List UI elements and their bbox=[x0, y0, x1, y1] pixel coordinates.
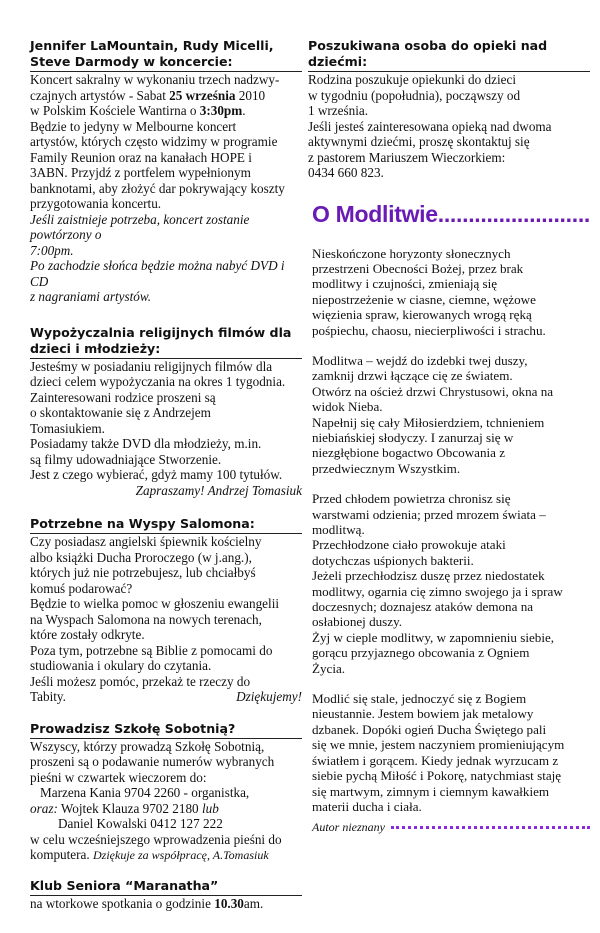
caretaker-section bbox=[308, 38, 590, 181]
left-column bbox=[30, 38, 302, 933]
prayer-title: O Modlitwie......................... bbox=[312, 200, 591, 227]
films-section bbox=[30, 325, 302, 499]
contact-wojtek-text: Wojtek Klauza 9702 2180 bbox=[57, 800, 202, 816]
solomon-heading: Potrzebne na Wyspy Salomona: bbox=[30, 516, 302, 534]
prayer-author: Autor nieznany bbox=[312, 820, 385, 835]
prayer-paragraph-4: Modlić się stale, jednoczyć się z Bogiem nieustannie. Jestem bowiem jak metalowy dzbanek. Dopóki ogień Ducha Świętego pali się we mnie, jestem naczyniem promieniującym światłem i gorącem. Kiedy jednak wyrzucam z siebie pychą Miłość i Pokorę, natychmiast staję się martwym, zimnym i ciemnym kawałkiem materii ducha i ciała. bbox=[312, 691, 565, 814]
sabbath-section bbox=[30, 721, 302, 864]
concert-heading: Jennifer LaMountain, Rudy Micelli, Steve Darmody w koncercie: bbox=[30, 38, 302, 72]
dotted-divider bbox=[391, 826, 590, 829]
caretaker-body: Rodzina poszukuje opiekunki do dzieci w tygodniu (popołudnia), począwszy od 1 września. Jeśli jesteś zainteresowana opieką nad dwoma aktywnymi dziećmi, proszę skontaktuj się z pastorem Mariuszem Wieczorkiem: 0434 660 823. bbox=[308, 72, 552, 180]
club-heading: Klub Seniora “Maranatha” bbox=[30, 878, 302, 896]
concert-body bbox=[30, 72, 302, 212]
concert-section bbox=[30, 38, 302, 305]
solomon-last-line bbox=[30, 689, 302, 705]
club-section bbox=[30, 878, 302, 912]
sabbath-thanks: Dziękuje za współpracę, A.Tomasiuk bbox=[93, 848, 269, 862]
contact-prefix: oraz: bbox=[30, 800, 58, 816]
concert-text-3: . Będzie to jedyny w Melbourne koncert artystów, których często widzimy w programie Family Reunion oraz na kanałach HOPE i 3ABN. Przyjdź z portfelem wypełnionym banknotami, aby złożyć dar pokrywający koszty przygotowania koncertu. bbox=[30, 103, 285, 211]
author-line bbox=[312, 820, 590, 835]
club-am: am. bbox=[243, 895, 264, 911]
films-heading: Wypożyczalnia religijnych filmów dla dzieci i młodzieży: bbox=[30, 325, 302, 359]
films-signature: Zapraszamy! Andrzej Tomasiuk bbox=[135, 482, 302, 498]
contact-daniel-text: Daniel Kowalski 0412 127 222 bbox=[58, 816, 223, 831]
concert-date: 25 września bbox=[169, 87, 236, 103]
sabbath-tail bbox=[30, 832, 302, 864]
club-time: 10.30 bbox=[214, 895, 244, 911]
contact-organist bbox=[30, 785, 302, 801]
contact-wojtek bbox=[30, 801, 302, 817]
sabbath-body: Wszyscy, którzy prowadzą Szkołę Sobotnią, proszeni są o podawanie numerów wybranych pieśni w czwartek wieczorem do: bbox=[30, 738, 275, 785]
contact-organist-text: Marzena Kania 9704 2260 - organistka, bbox=[40, 785, 250, 800]
prayer-paragraph-2: Modlitwa – wejdź do izdebki twej duszy, zamknij drzwi łączące cię ze światem. Otwórz na oścież drzwi Chrystusowi, okna na widok Nieba. Napełnij się cały Miłosierdziem, tchnieniem niebiańskiej słodyczy. I zanurzaj się w niezgłębione bogactwo Obcowania z przedwiecznym Wszystkim. bbox=[312, 352, 554, 476]
prayer-paragraph-1: Nieskończone horyzonty słonecznych przestrzeni Obecności Bożej, przez brak modlitwy i czujności, zmieniają się niepostrzeżenie w ciasne, ciemne, wężowe więzienia spraw, kierowanych wrogą ręką pośpiechu, chaosu, niecierpliwości i strachu. bbox=[312, 245, 546, 338]
concert-time: 3:30pm bbox=[199, 103, 243, 118]
films-body: Jesteśmy w posiadaniu religijnych filmów dla dzieci celem wypożyczania na okres 1 tygodnia. Zainteresowani rodzice proszeni są o skontaktowanie się z Andrzejem Tomasiukiem. Posiadamy także DVD dla młodzieży, m.in. są filmy udowadniające Stworzenie. Jest z czego wybierać, gdyż mamy 100 tytułów. bbox=[30, 358, 286, 482]
contact-daniel bbox=[30, 816, 302, 832]
club-text: na wtorkowe spotkania o godzinie bbox=[30, 895, 215, 911]
solomon-tabity: Tabity. bbox=[30, 689, 66, 704]
concert-text-2: 2010 w Polskim Kościele Wantirna o bbox=[30, 87, 266, 118]
sabbath-tail-text: w celu wcześniejszego wprowadzenia pieśni do komputera. bbox=[30, 831, 282, 862]
sabbath-heading: Prowadzisz Szkołę Sobotnią? bbox=[30, 721, 302, 739]
solomon-thanks: Dziękujemy! bbox=[236, 689, 302, 704]
concert-note: Jeśli zaistnieje potrzeba, koncert zostanie powtórzony o 7:00pm. Po zachodzie słońca będzie można nabyć DVD i CD z nagraniami artystów. bbox=[30, 211, 285, 304]
right-column bbox=[308, 38, 590, 835]
caretaker-heading: Poszukiwana osoba do opieki nad dziećmi: bbox=[308, 38, 590, 72]
sabbath-contacts bbox=[30, 785, 302, 832]
contact-or: lub bbox=[201, 800, 219, 816]
prayer-paragraph-3: Przed chłodem powietrza chronisz się warstwami odzienia; przed mrozem świata – modlitwą. Przechłodzone ciało prowokuje ataki dotychczas uśpionych bakterii. Jeżeli przechłodzisz duszę przez niedostatek modlitwy, ogarnia cię zimno swojego ja i spraw doczesnych; doznajesz ataków demona na osłabionej duszy. Żyj w cieple modlitwy, w zapomnieniu siebie, gorącu przyjaznego obcowania z Ogniem Życia. bbox=[312, 491, 563, 676]
solomon-body: Czy posiadasz angielski śpiewnik kościelny albo książki Ducha Proroczego (w j.ang.), których już nie potrzebujesz, lub chciałbyś komuś podarować? Będzie to wielka pomoc w głoszeniu ewangelii na Wyspach Salomona na nowych terenach, które zostały odkryte. Poza tym, potrzebne są Biblie z pomocami do studiowania i okulary do czytania. Jeśli możesz pomóc, przekaż te rzeczy do bbox=[30, 534, 280, 689]
prayer-section bbox=[308, 246, 590, 815]
club-body bbox=[30, 896, 302, 912]
solomon-section bbox=[30, 516, 302, 705]
concert-text-1: Koncert sakralny w wykonaniu trzech nadzwy- czajnych artystów - Sabat bbox=[30, 72, 280, 103]
